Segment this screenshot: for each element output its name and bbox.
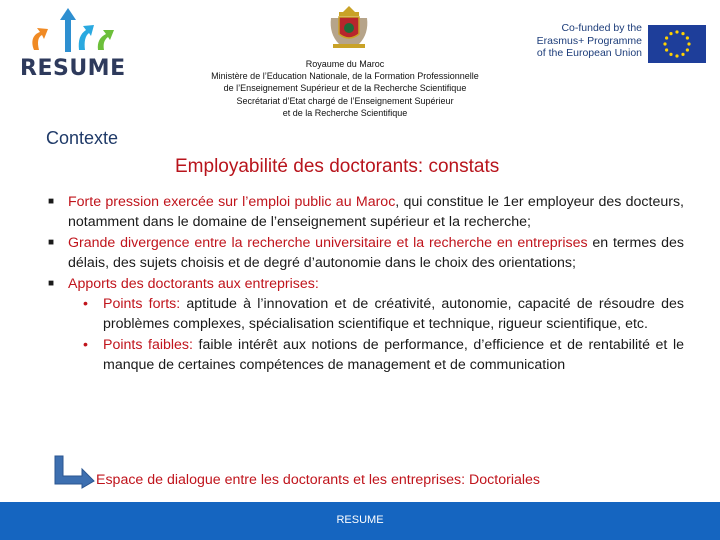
eu-star-icon [681, 53, 684, 56]
eu-star-icon [669, 53, 672, 56]
eu-flag-icon [648, 25, 706, 63]
eu-star-icon [663, 42, 666, 45]
sub-bullet-item [46, 335, 684, 376]
eu-logo-line: Co-funded by the [561, 22, 642, 34]
resume-logo [20, 6, 124, 80]
resume-logo-text: RESUME [20, 56, 126, 81]
ministry-header [150, 58, 540, 119]
section-label: Contexte [46, 128, 119, 148]
ministry-line: Royaume du Maroc [305, 59, 385, 69]
slide-title: Employabilité des doctorants: constats [175, 156, 500, 177]
bullet-item [46, 192, 684, 233]
eu-star-icon [675, 54, 678, 57]
sub-bullet-text: faible intérêt aux notions de performance, d’efficience et de rentabilité et le manque de certaines compétences de management et de communication [103, 336, 684, 374]
eu-star-icon [686, 36, 689, 39]
sub-bullet-lead: Points faibles: [103, 336, 193, 353]
footer-bar [0, 502, 720, 540]
eu-star-icon [665, 48, 668, 51]
slide-body [46, 192, 684, 376]
eu-star-icon [687, 42, 690, 45]
bullet-lead: Grande divergence entre la recherche universitaire et la recherche en entreprises [68, 234, 588, 251]
ministry-line: de l’Enseignement Supérieur et de la Recherche Scientifique [223, 83, 467, 94]
bullet-item [46, 233, 684, 274]
ministry-line: Ministère de l’Education Nationale, de la Formation Professionnelle [211, 71, 479, 82]
conclusion-text: Espace de dialogue entre les doctorants et les entreprises: Doctoriales [96, 472, 541, 488]
bullet-lead: Apports des doctorants aux entreprises: [68, 275, 319, 292]
eu-logo-line: Erasmus+ Programme [536, 34, 642, 47]
square-bullet-icon: ■ [48, 277, 55, 289]
square-bullet-icon: ■ [48, 236, 55, 248]
footer-text: RESUME [336, 514, 384, 526]
eu-star-icon [681, 32, 684, 35]
eu-erasmus-logo [530, 22, 710, 66]
bent-arrow-icon [52, 454, 96, 490]
sub-bullet-item [46, 294, 684, 335]
eu-logo-line: of the European Union [536, 47, 642, 59]
sub-bullet-text: aptitude à l’innovation et de créativité, autonomie, capacité de résoudre des problèmes complexes, spécialisation scientifique et technique, rigueur scientifique, etc. [103, 296, 684, 333]
sub-bullet-lead: Points forts: [103, 296, 181, 313]
ministry-line: Secrétariat d’Etat chargé de l’Enseignement Supérieur [236, 95, 454, 106]
moroccan-coat-of-arms-icon [325, 4, 373, 50]
resume-logo-arrows-icon [20, 6, 124, 58]
bullet-lead: Forte pression exercée sur l’emploi public au Maroc [68, 194, 396, 210]
bullet-text: , qui constitue le 1er employeur des docteurs, notamment dans le domaine de l’enseignement supérieur et la recherche; [68, 194, 684, 231]
eu-logo-text [530, 22, 642, 60]
square-bullet-icon: ■ [48, 196, 55, 207]
round-bullet-icon: • [83, 296, 88, 313]
ministry-line: et de la Recherche Scientifique [282, 107, 408, 118]
eu-star-icon [686, 48, 689, 51]
bullet-item [46, 274, 684, 294]
eu-star-icon [665, 36, 668, 39]
bullet-text: en termes des délais, des sujets choisis et de degré d’autonomie dans le choix des orientations; [68, 234, 685, 272]
eu-star-icon [669, 32, 672, 35]
eu-star-icon [675, 30, 678, 33]
round-bullet-icon: • [83, 336, 88, 353]
